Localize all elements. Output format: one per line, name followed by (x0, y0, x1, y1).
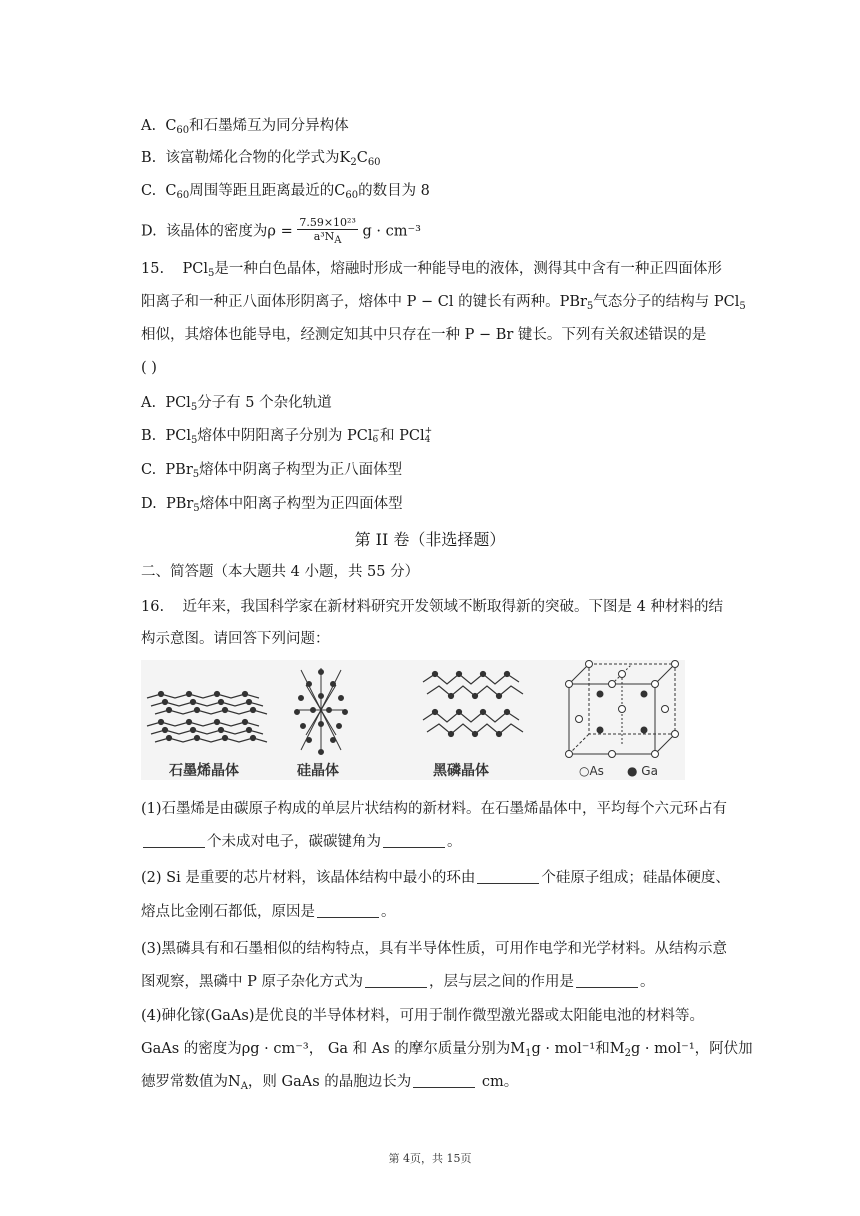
answer-blank[interactable] (143, 833, 205, 848)
q14-option-b: B. 该富勒烯化合物的化学式为$K_2C_{60}$ (141, 150, 381, 168)
q16-part4-line3: 德罗常数值为$N_A$，则 GaAs 的晶胞边长为 cm。 (141, 1074, 519, 1092)
q16-part3-line2: 图观察，黑磷中 P 原子杂化方式为 ，层与层之间的作用是 。 (141, 974, 655, 990)
q16-part1-line2: 个未成对电子，碳碳键角为 。 (141, 832, 462, 852)
section-title: 第 II 卷（非选择题） (354, 530, 506, 549)
page-footer: 第 4页，共 15页 (388, 1152, 472, 1165)
answer-blank[interactable] (576, 973, 638, 988)
answer-blank[interactable] (365, 973, 427, 988)
density-fraction: $\frac{\text{7.59×10²³}}{\text{a³NA}}$ (299, 216, 356, 246)
answer-blank[interactable] (317, 903, 379, 918)
q15-stem-line2: 阳离子和一种正八面体形阴离子，熔体中 P − Cl 的键长有两种。PBr$_5$气态分子的结构与 PCl$_5$ (141, 294, 746, 312)
q15-option-a: A. PCl$_5$分子有 5 个杂化轨道 (141, 395, 332, 413)
q15-stem-line3: 相似，其熔体也能导电，经测定知其中只存在一种 P − Br 键长。下列有关叙述错误的是 (141, 327, 707, 343)
black-phosphorus-label: 黑磷晶体 (433, 763, 489, 779)
q16-stem-line2: 构示意图。请回答下列问题： (141, 631, 330, 647)
q16-stem-line1: 16. 近年来，我国科学家在新材料研究开发领域不断取得新的突破。下图是 4 种材料的结 (141, 599, 723, 615)
q16-part4-line1: (4)砷化镓(GaAs)是优良的半导体材料，可用于制作微型激光器或太阳能电池的材料等。 (141, 1008, 704, 1024)
q14-option-d: D. 该晶体的密度为ρ = $\frac{\text{7.59×10²³}}{\text{a³NA}}$ g · cm⁻³ (141, 216, 421, 246)
graphene-label: 石墨烯晶体 (169, 763, 239, 779)
q15-option-b: B. PCl$_5$熔体中阴阳离子分别为 PCl − 6 和 PCl + 4 (141, 426, 433, 446)
silicon-label: 硅晶体 (297, 763, 339, 779)
legend-arsenic: ○As (579, 764, 604, 778)
section-subtitle: 二、简答题（本大题共 4 小题，共 55 分） (141, 564, 420, 580)
q14-option-a: A. $C_{60}$和石墨烯互为同分异构体 (141, 118, 349, 136)
q15-option-c: C. PBr$_5$熔体中阴离子构型为正八面体型 (141, 462, 403, 480)
q16-part1-line1: (1)石墨烯是由碳原子构成的单层片状结构的新材料。在石墨烯晶体中，平均每个六元环占有 (141, 801, 728, 817)
q15-stem-line1: 15. PCl$_5$是一种白色晶体，熔融时形成一种能导电的液体，测得其中含有一种正四面体形 (141, 261, 722, 279)
crystal-structure-figure (141, 660, 685, 780)
answer-blank[interactable] (413, 1073, 475, 1088)
legend-gallium: ● Ga (627, 764, 658, 778)
q16-part3-line1: (3)黑磷具有和石墨相似的结构特点，具有半导体性质，可用作电学和光学材料。从结构示意 (141, 941, 728, 957)
q15-option-d: D. PBr$_5$熔体中阳离子构型为正四面体型 (141, 496, 403, 514)
q14-option-c: C. $C_{60}$周围等距且距离最近的$C_{60}$的数目为 8 (141, 183, 430, 201)
answer-blank[interactable] (477, 869, 539, 884)
q16-part4-line2: GaAs 的密度为ρg · cm⁻³， Ga 和 As 的摩尔质量分别为$M_1g \cdot mol^{-1}$和$M_2g \cdot mol^{-1}$，阿伏加 (141, 1041, 753, 1059)
answer-blank[interactable] (383, 833, 445, 848)
q16-part2-line2: 熔点比金刚石都低，原因是 。 (141, 904, 396, 920)
q15-answer-paren: ( ) (141, 360, 157, 376)
q16-part2-line1: (2) Si 是重要的芯片材料，该晶体结构中最小的环由 个硅原子组成；硅晶体硬度、 (141, 870, 730, 886)
